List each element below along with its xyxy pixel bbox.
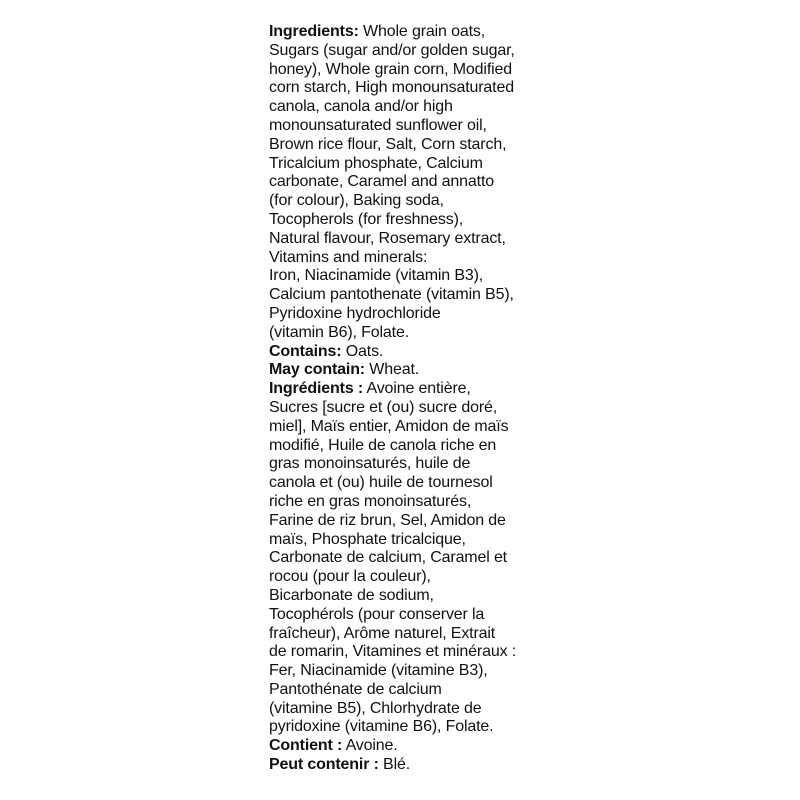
ingredients-line: Pyridoxine hydrochloride: [269, 304, 441, 322]
ingredients-line: monounsaturated sunflower oil,: [269, 116, 487, 134]
may-contain-line: [269, 361, 549, 380]
contains-fr-text: Avoine.: [342, 737, 398, 755]
ingredients-line: (vitamin B6), Folate.: [269, 323, 410, 341]
ingredients-line: honey), Whole grain corn, Modified: [269, 60, 513, 78]
french-ingredients-section: [269, 380, 549, 737]
ingredients-fr-line: Farine de riz brun, Sel, Amidon de: [269, 511, 506, 529]
ingredients-heading: Ingredients:: [269, 23, 359, 40]
ingredients-line: Natural flavour, Rosemary extract,: [269, 229, 506, 247]
may-contain-fr-heading: Peut contenir :: [269, 756, 379, 774]
french-contains-section: [269, 737, 549, 756]
french-may-contain-section: [269, 756, 549, 775]
ingredients-fr-line: Sucres [sucre et (ou) sucre doré,: [269, 398, 498, 416]
ingredients-fr-line: canola et (ou) huile de tournesol: [269, 474, 493, 492]
may-contain-fr-line: [269, 756, 549, 775]
ingredients-fr-line: gras monoinsaturés, huile de: [269, 455, 471, 473]
contains-fr-line: [269, 737, 549, 756]
ingredients-line: corn starch, High monounsaturated: [269, 79, 514, 97]
ingredients-fr-line: (vitamine B5), Chlorhydrate de: [269, 699, 482, 717]
ingredients-fr-line: fraîcheur), Arôme naturel, Extrait: [269, 624, 496, 642]
ingredients-fr-line: Pantothénate de calcium: [269, 680, 442, 698]
english-may-contain-section: [269, 361, 549, 380]
contains-line: [269, 343, 549, 362]
may-contain-text: Wheat.: [365, 361, 420, 379]
ingredients-fr-text: Avoine entière,: [363, 380, 471, 398]
ingredients-line: carbonate, Caramel and annatto: [269, 173, 494, 191]
ingredients-fr-line: de romarin, Vitamines et minéraux :: [269, 643, 517, 661]
ingredients-line: Tricalcium phosphate, Calcium: [269, 154, 483, 172]
ingredients-fr-line: Tocophérols (pour conserver la: [269, 605, 485, 623]
ingredients-fr-line: miel], Maïs entier, Amidon de maïs: [269, 417, 509, 435]
english-contains-section: [269, 343, 549, 362]
may-contain-heading: May contain:: [269, 361, 365, 379]
contains-text: Oats.: [341, 342, 384, 360]
ingredients-fr-line: maïs, Phosphate tricalcique,: [269, 530, 466, 548]
ingredients-first-line: [269, 23, 549, 42]
ingredients-line: Brown rice flour, Salt, Corn starch,: [269, 135, 507, 153]
ingredients-fr-line: riche en gras monoinsaturés,: [269, 492, 472, 510]
ingredients-fr-line: rocou (pour la couleur),: [269, 568, 431, 586]
ingredients-fr-first-line: [269, 380, 549, 399]
ingredients-line: Sugars (sugar and/or golden sugar,: [269, 41, 515, 59]
ingredients-fr-line: Fer, Niacinamide (vitamine B3),: [269, 662, 488, 680]
may-contain-fr-text: Blé.: [378, 756, 411, 774]
ingredients-fr-line: pyridoxine (vitamine B6), Folate.: [269, 718, 494, 736]
ingredients-line: canola, canola and/or high: [269, 98, 453, 116]
ingredients-line: Calcium pantothenate (vitamin B5),: [269, 286, 514, 304]
ingredients-line: Vitamins and minerals:: [269, 248, 428, 266]
ingredients-fr-heading: Ingrédients :: [269, 380, 364, 398]
english-ingredients-section: [269, 23, 549, 343]
ingredients-text: Whole grain oats,: [358, 23, 486, 40]
ingredient-label-panel: [269, 23, 549, 775]
contains-heading: Contains:: [269, 342, 342, 360]
ingredients-fr-line: modifié, Huile de canola riche en: [269, 436, 497, 454]
ingredients-line: Iron, Niacinamide (vitamin B3),: [269, 267, 484, 285]
contains-fr-heading: Contient :: [269, 737, 343, 755]
ingredients-line: Tocopherols (for freshness),: [269, 210, 464, 228]
ingredients-fr-line: Bicarbonate de sodium,: [269, 586, 434, 604]
ingredients-fr-line: Carbonate de calcium, Caramel et: [269, 549, 507, 567]
ingredients-line: (for colour), Baking soda,: [269, 192, 444, 210]
